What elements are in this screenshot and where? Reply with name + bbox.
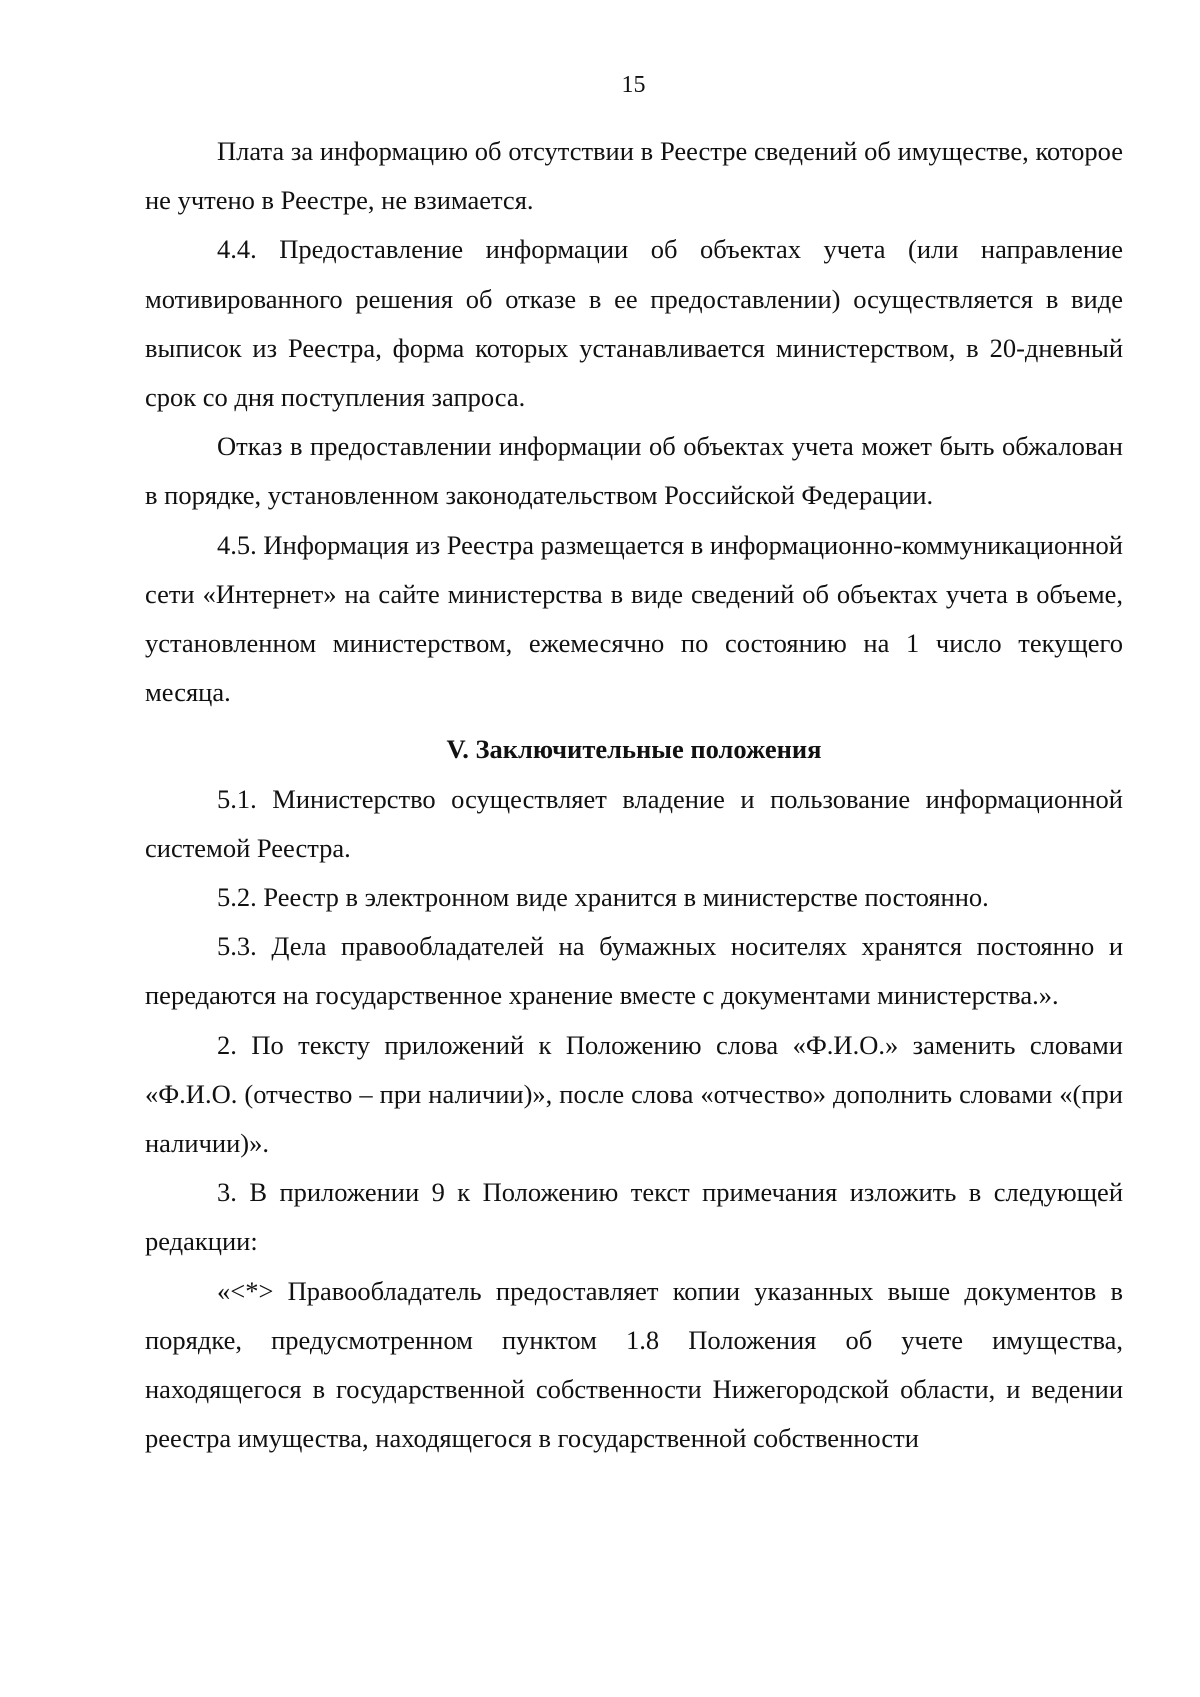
paragraph-item-2: 2. По тексту приложений к Положению слова «Ф.И.О.» заменить словами «Ф.И.О. (отчество – при наличии)», после слова «отчество» дополнить словами «(при наличии)».	[145, 1029, 1123, 1159]
paragraph-5-2: 5.2. Реестр в электронном виде хранится в министерстве постоянно.	[217, 882, 989, 913]
paragraph-fee-info: Плата за информацию об отсутствии в Реестре сведений об имуществе, которое не учтено в Реестре, не взимается.	[145, 136, 1123, 216]
document-body	[145, 127, 1123, 1463]
paragraph-note-text: «<*> Правообладатель предоставляет копии указанных выше документов в порядке, предусмотренном пунктом 1.8 Положения об учете имущества, находящегося в государственной собственности Нижегородской области, и ведении реестра имущества, находящегося в государственной собственности	[145, 1275, 1123, 1454]
paragraph-4-4: 4.4. Предоставление информации об объектах учета (или направление мотивированного решения об отказе в ее предоставлении) осуществляется в виде выписок из Реестра, форма которых устанавливается министерством, в 20-дневный срок со дня поступления запроса.	[145, 234, 1123, 413]
paragraph-refusal-appeal: Отказ в предоставлении информации об объектах учета может быть обжалован в порядке, установленном законодательством Российской Федерации.	[145, 431, 1123, 511]
paragraph-item-3: 3. В приложении 9 к Положению текст примечания изложить в следующей редакции:	[145, 1177, 1123, 1257]
section-heading-final-provisions: V. Заключительные положения	[446, 734, 822, 765]
paragraph-5-3: 5.3. Дела правообладателей на бумажных носителях хранятся постоянно и передаются на государственное хранение вместе с документами министерства.».	[145, 931, 1123, 1011]
paragraph-5-1: 5.1. Министерство осуществляет владение и пользование информационной системой Реестра.	[145, 783, 1123, 863]
paragraph-4-5: 4.5. Информация из Реестра размещается в информационно-коммуникационной сети «Интернет» на сайте министерства в виде сведений об объектах учета в объеме, установленном министерством, ежемесячно по состоянию на 1 число текущего месяца.	[145, 529, 1123, 708]
page-number: 15	[621, 72, 646, 98]
